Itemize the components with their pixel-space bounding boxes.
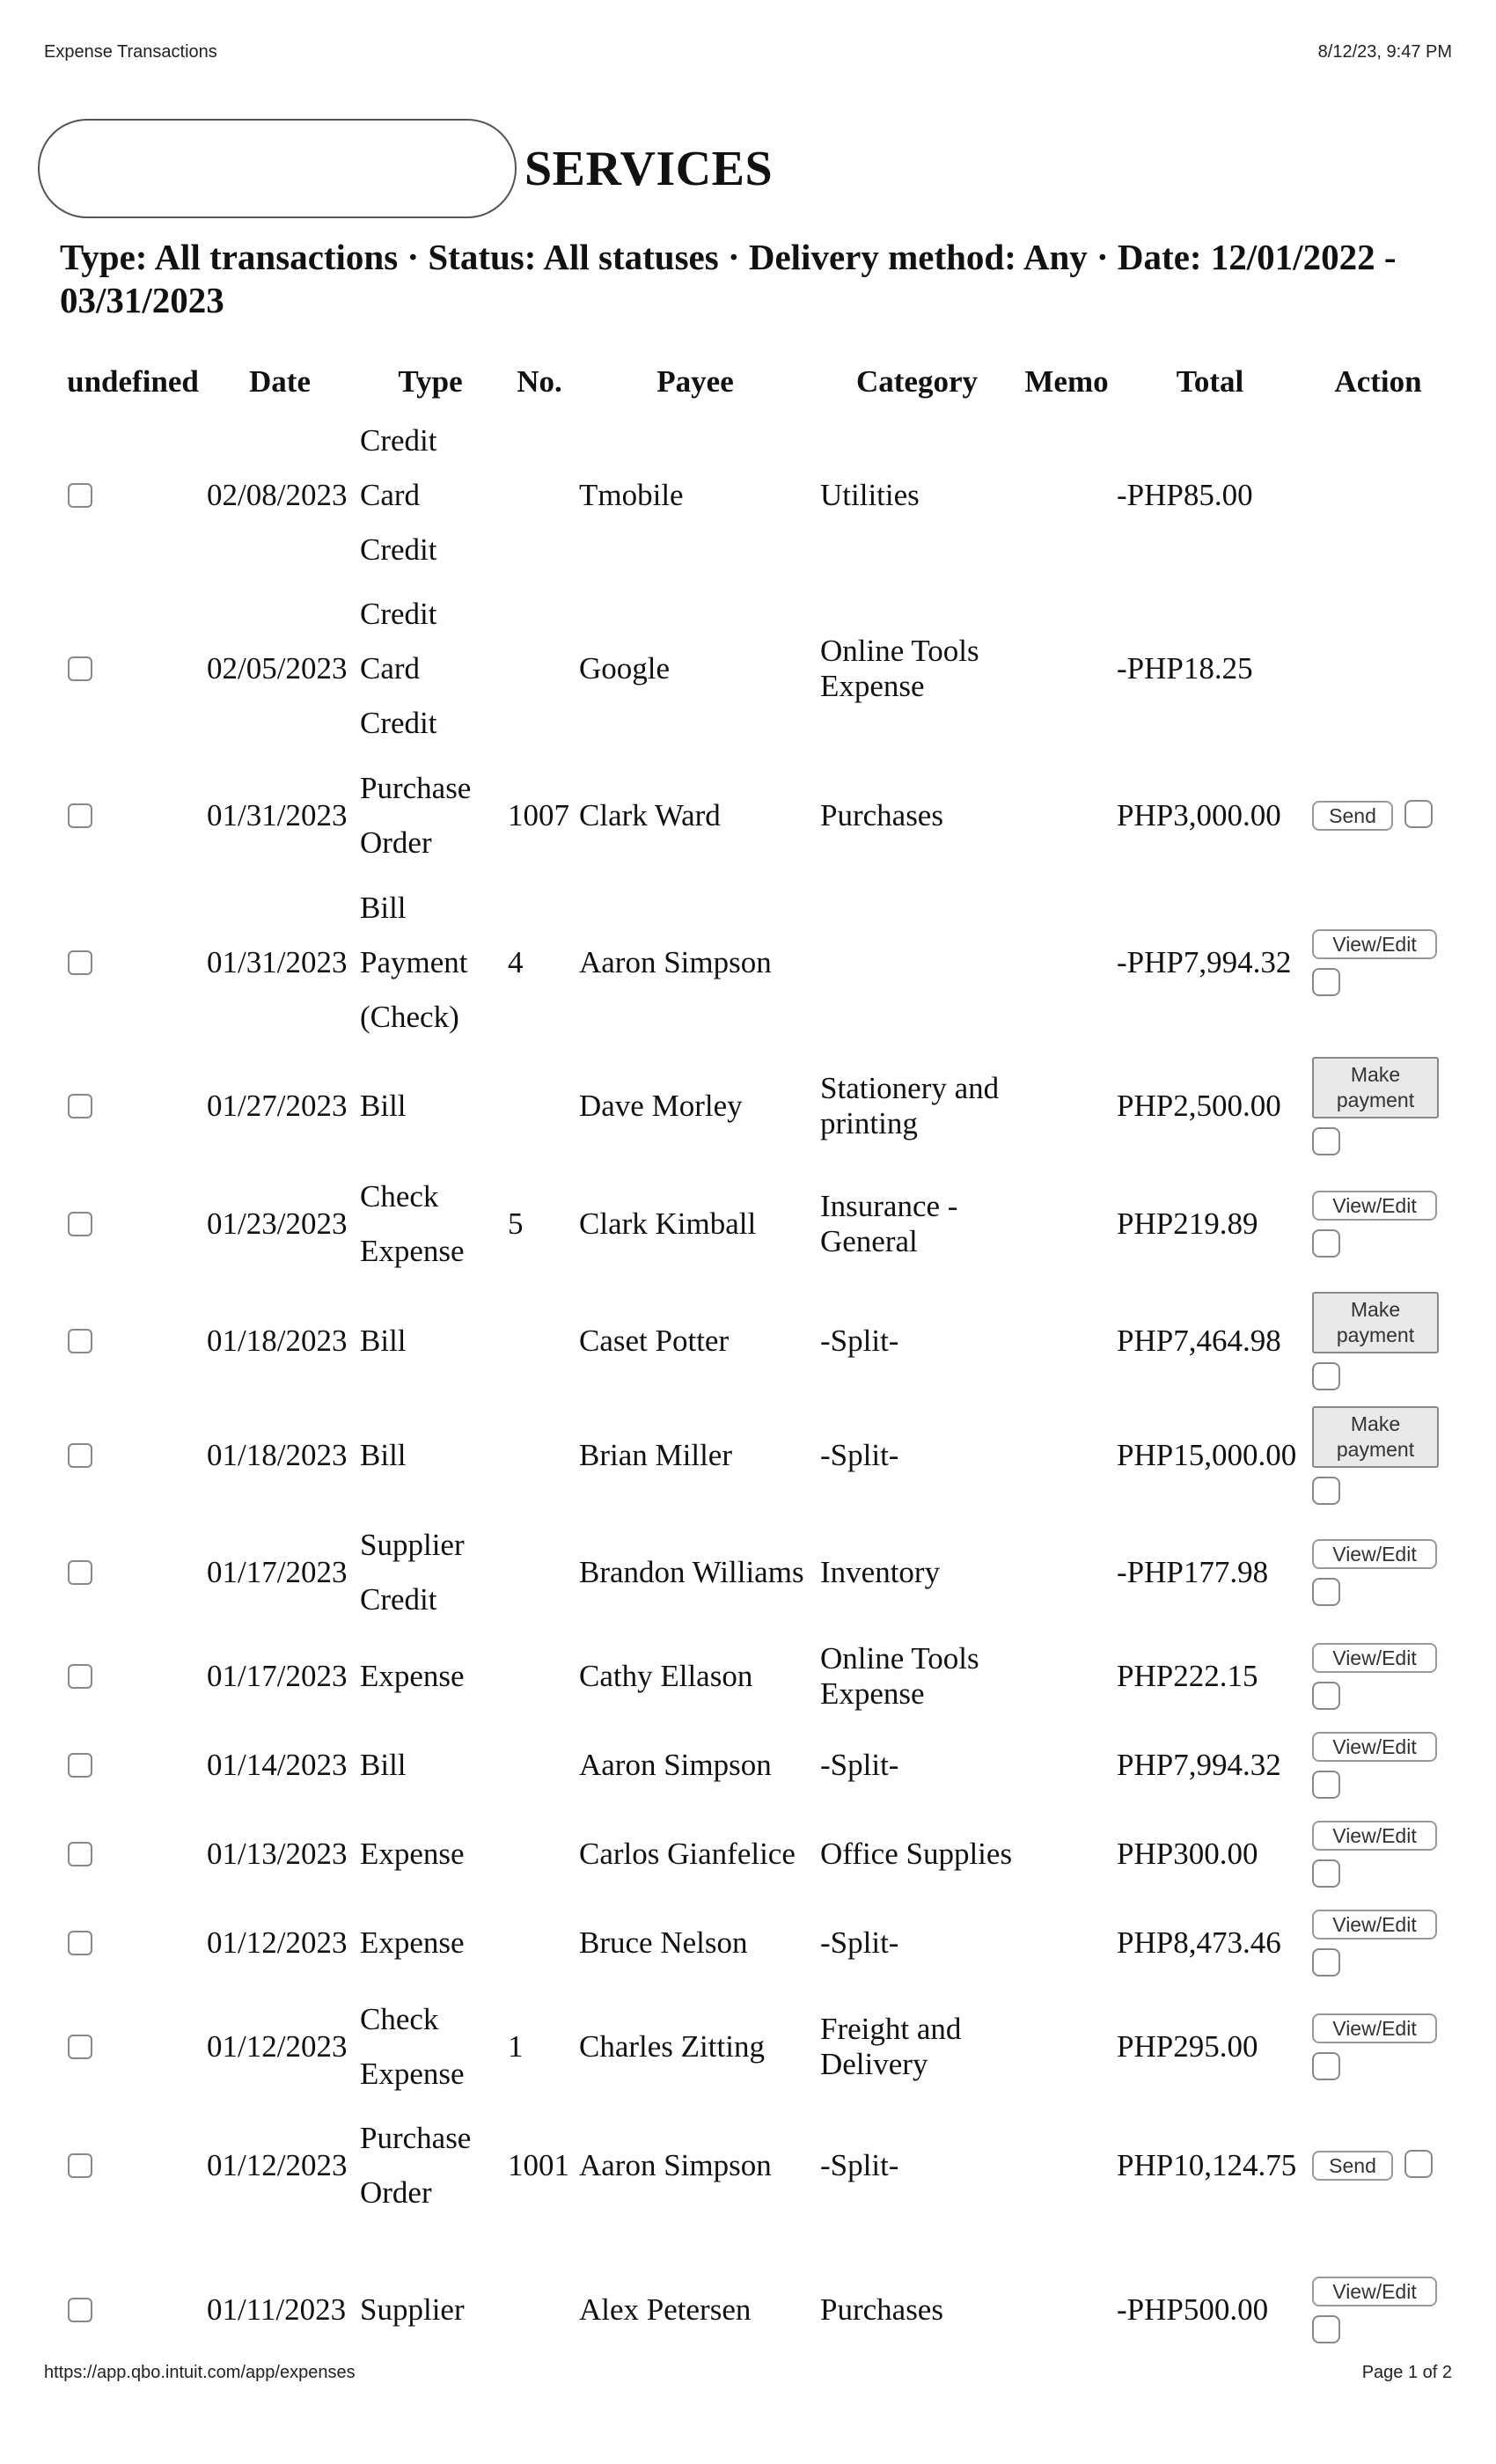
cell-category: Stationery and printing [820,1071,1000,1140]
print-url: https://app.qbo.intuit.com/app/expenses [44,2363,356,2382]
cell-payee: Clark Kimball [579,1206,757,1241]
cell-payee: Google [579,651,671,686]
cell-payee: Aaron Simpson [579,1748,772,1782]
cell-category: Purchases [820,798,943,832]
col-header-category[interactable]: Category [855,364,979,399]
print-header [44,42,1452,69]
view-edit-button[interactable]: View/Edit [1312,1643,1437,1673]
action-dropdown-toggle[interactable] [1312,1362,1340,1390]
action-dropdown-toggle[interactable] [1312,1578,1340,1606]
cell-category: Office Supplies [820,1837,1013,1871]
col-header-total[interactable]: Total [1176,364,1244,399]
view-edit-button[interactable]: View/Edit [1312,2277,1437,2306]
col-header-select: undefined [67,364,199,399]
print-footer [44,2363,1452,2389]
cell-category: -Split- [820,1925,899,1960]
cell-payee: Charles Zitting [579,2029,765,2064]
row-select-checkbox[interactable] [68,1753,92,1778]
cell-date: 02/08/2023 [207,478,348,512]
cell-total: PHP7,994.32 [1117,1748,1281,1782]
cell-date: 01/12/2023 [207,2029,348,2064]
action-dropdown-toggle[interactable] [1404,800,1433,828]
cell-category: Utilities [820,478,920,512]
cell-no: 4 [508,945,524,979]
action-dropdown-toggle[interactable] [1312,968,1340,996]
cell-category: Online Tools Expense [820,1641,979,1711]
send-button[interactable]: Send [1312,2151,1393,2181]
view-edit-button[interactable]: View/Edit [1312,1821,1437,1851]
cell-date: 01/12/2023 [207,1925,348,1960]
cell-no: 1001 [508,2148,569,2182]
cell-date: 01/23/2023 [207,1206,348,1241]
row-select-checkbox[interactable] [68,1329,92,1353]
action-dropdown-toggle[interactable] [1404,2150,1433,2178]
action-dropdown-toggle[interactable] [1312,2315,1340,2343]
action-dropdown-toggle[interactable] [1312,1229,1340,1258]
cell-total: -PHP18.25 [1117,651,1253,686]
make-payment-button[interactable]: Make payment [1312,1406,1439,1468]
cell-payee: Carlos Gianfelice [579,1837,796,1871]
col-header-action: Action [1334,364,1422,399]
action-dropdown-toggle[interactable] [1312,1127,1340,1155]
view-edit-button[interactable]: View/Edit [1312,1539,1437,1569]
cell-date: 01/31/2023 [207,945,348,979]
cell-no: 1 [508,2029,524,2064]
row-select-checkbox[interactable] [68,2298,92,2322]
action-dropdown-toggle[interactable] [1312,2052,1340,2080]
cell-date: 01/14/2023 [207,1748,348,1782]
cell-date: 01/11/2023 [207,2292,347,2327]
row-select-checkbox[interactable] [68,1931,92,1955]
row-select-checkbox[interactable] [68,950,92,975]
cell-total: PHP2,500.00 [1117,1089,1281,1123]
col-header-date[interactable]: Date [249,364,311,399]
cell-payee: Brian Miller [579,1438,732,1472]
cell-date: 01/17/2023 [207,1659,348,1693]
cell-category: Insurance - General [820,1189,958,1258]
cell-type: Bill [360,1438,407,1472]
cell-type: Bill Payment (Check) [360,891,468,1034]
cell-type: Credit Card Credit [360,423,437,567]
cell-total: PHP8,473.46 [1117,1925,1281,1960]
row-select-checkbox[interactable] [68,1842,92,1866]
cell-payee: Alex Petersen [579,2292,752,2327]
cell-date: 01/12/2023 [207,2148,348,2182]
cell-total: -PHP500.00 [1117,2292,1269,2327]
row-select-checkbox[interactable] [68,1443,92,1468]
view-edit-button[interactable]: View/Edit [1312,929,1437,959]
cell-total: PHP10,124.75 [1117,2148,1297,2182]
cell-payee: Clark Ward [579,798,721,832]
cell-type: Check Expense [360,1179,465,1268]
print-datetime: 8/12/23, 9:47 PM [1317,42,1452,62]
cell-date: 01/13/2023 [207,1837,348,1871]
cell-no: 1007 [508,798,569,832]
cell-payee: Bruce Nelson [579,1925,748,1960]
action-dropdown-toggle[interactable] [1312,1477,1340,1505]
cell-payee: Dave Morley [579,1089,743,1123]
col-header-memo: Memo [1024,364,1109,399]
cell-category: Inventory [820,1555,941,1589]
cell-date: 01/27/2023 [207,1089,348,1123]
cell-total: PHP15,000.00 [1117,1438,1297,1472]
cell-type: Credit Card Credit [360,597,437,740]
cell-date: 01/31/2023 [207,798,348,832]
cell-total: PHP300.00 [1117,1837,1258,1871]
view-edit-button[interactable]: View/Edit [1312,1910,1437,1940]
cell-type: Bill [360,1748,407,1782]
table-header-row [0,364,1496,408]
cell-total: -PHP7,994.32 [1117,945,1292,979]
cell-no: 5 [508,1206,524,1241]
cell-payee: Brandon Williams [579,1555,804,1589]
company-title: SERVICES [524,142,774,196]
company-logo-placeholder [38,119,517,218]
send-button[interactable]: Send [1312,801,1393,831]
cell-category: Online Tools Expense [820,634,979,703]
report-filters: Type: All transactions · Status: All statuses · Delivery method: Any · Date: 12/01/2022 - 03/31/2023 [60,237,1397,320]
cell-type: Supplier [360,2292,465,2327]
action-dropdown-toggle[interactable] [1312,1771,1340,1799]
cell-category: -Split- [820,2148,899,2182]
cell-total: -PHP177.98 [1117,1555,1269,1589]
cell-total: PHP219.89 [1117,1206,1258,1241]
print-title: Expense Transactions [44,42,217,62]
cell-total: -PHP85.00 [1117,478,1253,512]
cell-date: 01/18/2023 [207,1324,348,1358]
cell-category: Freight and Delivery [820,2012,962,2081]
cell-payee: Caset Potter [579,1324,730,1358]
cell-type: Expense [360,1659,465,1693]
row-select-checkbox[interactable] [68,803,92,828]
row-select-checkbox[interactable] [68,2153,92,2178]
row-select-checkbox[interactable] [68,483,92,508]
view-edit-button[interactable]: View/Edit [1312,2013,1437,2043]
cell-type: Expense [360,1925,465,1960]
cell-category: -Split- [820,1324,899,1358]
col-header-payee[interactable]: Payee [656,364,734,399]
cell-type: Check Expense [360,2002,465,2091]
cell-type: Bill [360,1089,407,1123]
view-edit-button[interactable]: View/Edit [1312,1191,1437,1221]
print-page-number: Page 1 of 2 [1361,2363,1452,2382]
row-select-checkbox[interactable] [68,1212,92,1236]
view-edit-button[interactable]: View/Edit [1312,1732,1437,1762]
cell-payee: Cathy Ellason [579,1659,753,1693]
action-dropdown-toggle[interactable] [1312,1859,1340,1888]
row-select-checkbox[interactable] [68,1094,92,1118]
cell-total: PHP7,464.98 [1117,1324,1281,1358]
cell-payee: Tmobile [579,478,684,512]
cell-payee: Aaron Simpson [579,2148,772,2182]
make-payment-button[interactable]: Make payment [1312,1292,1439,1353]
col-header-type[interactable]: Type [398,364,463,399]
cell-type: Expense [360,1837,465,1871]
cell-date: 01/18/2023 [207,1438,348,1472]
cell-date: 02/05/2023 [207,651,348,686]
cell-type: Purchase Order [360,771,472,860]
cell-type: Supplier Credit [360,1528,465,1617]
cell-date: 01/17/2023 [207,1555,348,1589]
cell-category: Purchases [820,2292,943,2327]
cell-total: PHP222.15 [1117,1659,1258,1693]
row-select-checkbox[interactable] [68,1560,92,1585]
row-select-checkbox[interactable] [68,1664,92,1689]
make-payment-button[interactable]: Make payment [1312,1057,1439,1118]
cell-payee: Aaron Simpson [579,945,772,979]
cell-category: -Split- [820,1438,899,1472]
action-dropdown-toggle[interactable] [1312,1682,1340,1710]
cell-type: Purchase Order [360,2121,472,2210]
cell-category: -Split- [820,1748,899,1782]
cell-total: PHP3,000.00 [1117,798,1281,832]
col-header-no[interactable]: No. [517,364,562,399]
cell-total: PHP295.00 [1117,2029,1258,2064]
row-select-checkbox[interactable] [68,656,92,681]
cell-type: Bill [360,1324,407,1358]
action-dropdown-toggle[interactable] [1312,1948,1340,1976]
row-select-checkbox[interactable] [68,2035,92,2059]
